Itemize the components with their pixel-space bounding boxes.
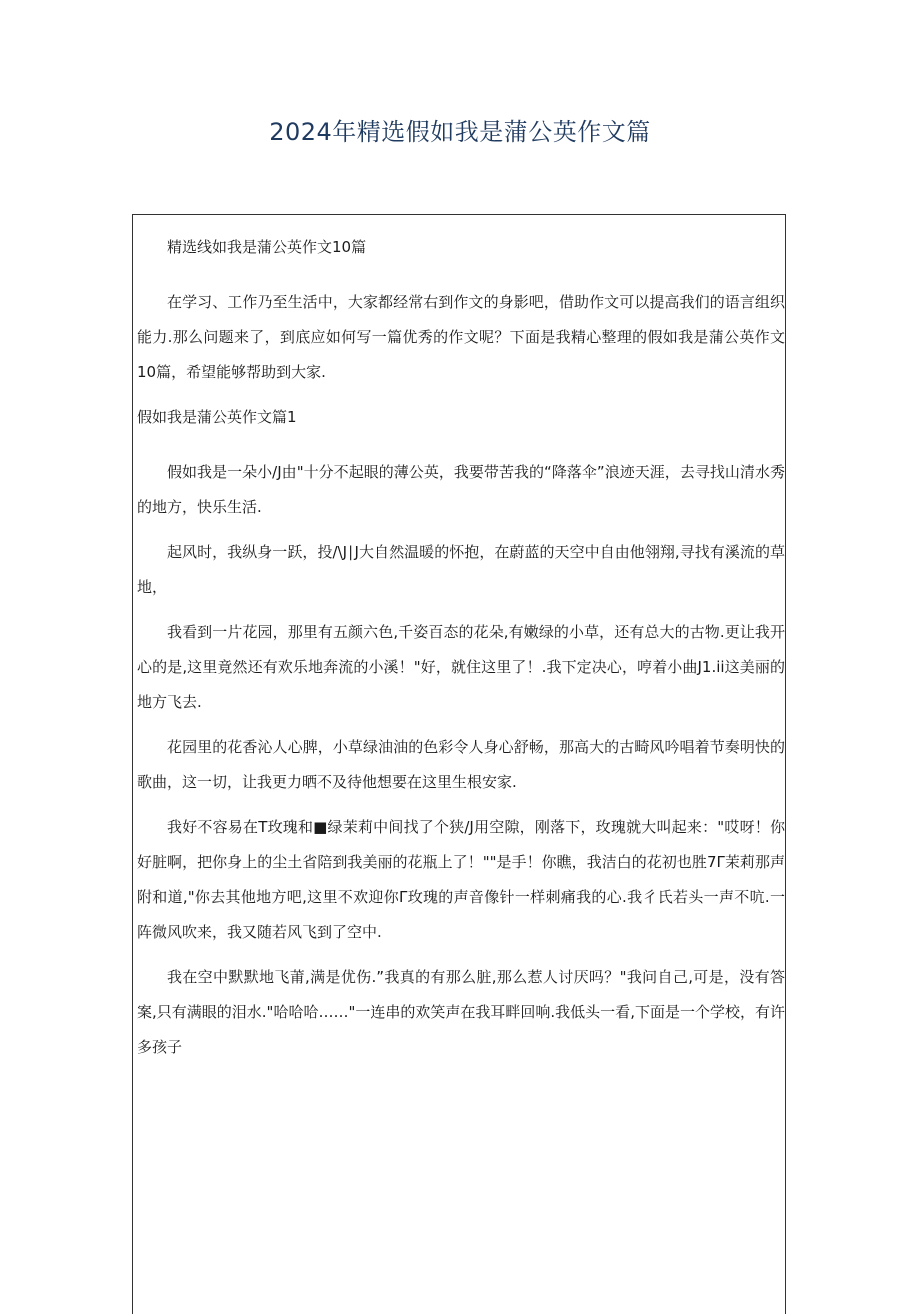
document-title: 2024年精选假如我是蒲公英作文篇: [269, 118, 651, 146]
paragraph-4: 花园里的花香沁人心脾，小草绿油油的色彩令人身心舒畅，那高大的古畸风吟唱着节奏明快的歌曲，这一切，让我更力晒不及待他想要在这里生根安家.: [137, 738, 785, 791]
paragraph-6: 我在空中默默地飞莆,满是优伤.”我真的有那么脏,那么惹人讨厌吗？"我问自己,可是，没有答案,只有满眼的泪水."哈哈哈……"一连串的欢笑声在我耳畔回响.我低头一看,下面是一个学校，有许多孩子: [137, 968, 785, 1056]
paragraph-1: 假如我是一朵小/J由"十分不起眼的薄公英，我要带苦我的“降落伞”浪迹天涯，去寻找山清水秀的地方，快乐生活.: [137, 463, 785, 516]
paragraph-2: 起风时，我纵身一跃，投/\J∣J大自然温暖的怀抱，在蔚蓝的天空中自由他翎翔,寻找有溪流的草地，: [137, 543, 785, 596]
document-body: [137, 230, 785, 1065]
section-heading: 假如我是蒲公英作文篇1: [137, 408, 297, 426]
intro-paragraph: 在学习、工作乃至生活中，大家都经常右到作文的身影吧，借助作文可以提高我们的语言组织能力.那么问题来了，到底应如何写一篇优秀的作文呢？下面是我精心整理的假如我是蒲公英作文10篇，希望能够帮助到大家.: [137, 293, 785, 381]
document-subtitle: 精选线如我是蒲公英作文10篇: [167, 238, 367, 256]
paragraph-3: 我看到一片花园，那里有五颜六色,千姿百态的花朵,有嫩绿的小草，还有总大的古物.更让我开心的是,这里竟然还有欢乐地奔流的小溪！"好，就住这里了！.我下定决心，哼着小曲J1.ii这美丽的地方飞去.: [137, 623, 785, 711]
paragraph-5: 我好不容易在T玫瑰和■绿茉莉中间找了个狭/J用空隙，刚落下，玫瑰就大叫起来："哎呀！你好脏啊，把你身上的尘土省陪到我美丽的花瓶上了！""是手！你瞧，我洁白的花初也胜7Γ茉莉那声附和道,"你去其他地方吧,这里不欢迎你Γ玫瑰的声音像针一样刺痛我的心.我彳氏若头一声不吭.一阵微风吹来，我又随若风飞到了空中.: [137, 818, 785, 941]
